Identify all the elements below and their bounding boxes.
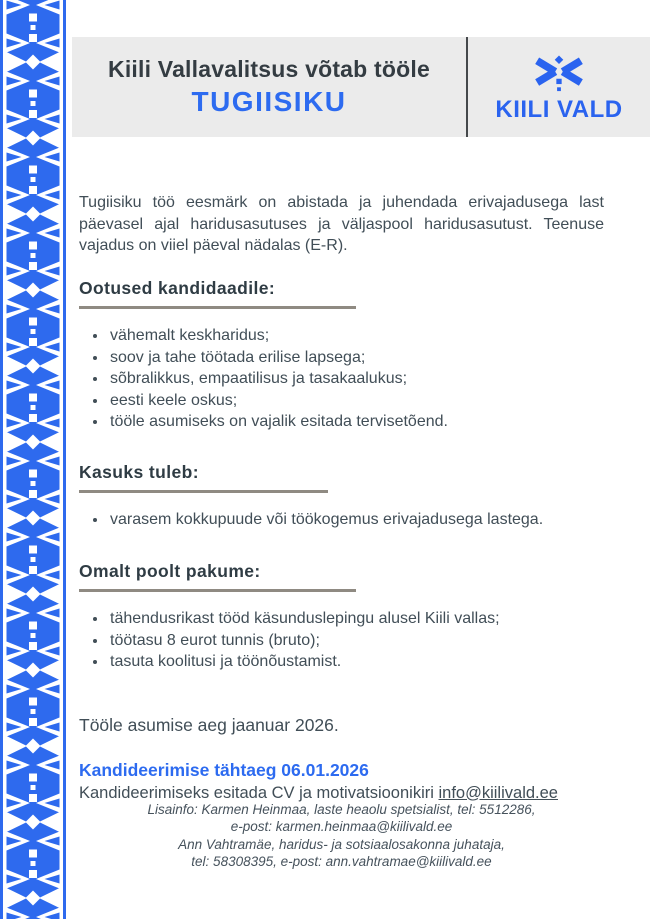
start-date-note: Tööle asumise aeg jaanuar 2026. (79, 714, 339, 735)
list-item: e-post: karmen.heinmaa@kiilivald.ee (230, 819, 453, 835)
kiili-vald-dragonfly-icon (535, 55, 583, 93)
contact-lines (79, 801, 604, 871)
header-title (72, 37, 466, 137)
list-item: • vähemalt keskharidus; (108, 325, 604, 347)
section-advantage (79, 462, 604, 531)
employer-title: Kiili Vallavalitsus võtab tööle (108, 56, 430, 82)
section-heading: Ootused kandidaadile: (79, 278, 356, 309)
list-item: • varasem kokkupuude või töökogemus erivajadusega lastega. (108, 509, 604, 531)
logo-text: KIILI VALD (495, 95, 623, 123)
position-title: TUGIISIKU (191, 86, 347, 117)
list-item: • eesti keele oskus; (108, 390, 604, 412)
header (72, 37, 650, 137)
contact-info (79, 801, 604, 871)
list-item: • tööle asumiseks on vajalik esitada tervisetõend. (108, 411, 604, 433)
section-offer (79, 561, 604, 673)
list-item: tel: 58308395, e-post: ann.vahtramae@kiilivald.ee (191, 854, 492, 870)
section-heading: Omalt poolt pakume: (79, 561, 356, 592)
list-item: • sõbralikkus, empaatilisus ja tasakaalukus; (108, 368, 604, 390)
list-item: • tasuta koolitusi ja töönõustamist. (108, 651, 604, 673)
section-expectations (79, 278, 604, 433)
list-item: • tähendusrikast tööd käsunduslepingu alusel Kiili vallas; (108, 608, 604, 630)
application-text: Kandideerimiseks esitada CV ja motivatsioonikiri (79, 783, 439, 802)
email-link[interactable]: info@kiilivald.ee (438, 783, 558, 802)
application-instructions (79, 784, 604, 803)
list-item: • soov ja tahe töötada erilise lapsega; (108, 347, 604, 369)
advantage-list (79, 509, 604, 531)
application-deadline: Kandideerimise tähtaeg 06.01.2026 (79, 759, 369, 780)
intro-paragraph: Tugiisiku töö eesmärk on abistada ja juhendada erivajadusega last päevasel ajal haridusasutuses ja väljaspool haridusasutust. Teenuse vajadus on viiel päeval nädalas (E-R). (79, 194, 604, 254)
expectations-list (79, 325, 604, 433)
section-heading: Kasuks tuleb: (79, 462, 328, 493)
folk-pattern-band (0, 0, 66, 919)
list-item: Lisainfo: Karmen Heinmaa, laste heaolu spetsialist, tel: 5512286, (147, 802, 536, 817)
kiili-vald-logo (468, 37, 650, 137)
list-item: Ann Vahtramäe, haridus- ja sotsiaalosakonna juhataja, (178, 836, 505, 852)
list-item: • töötasu 8 eurot tunnis (bruto); (108, 630, 604, 652)
offer-list (79, 608, 604, 673)
